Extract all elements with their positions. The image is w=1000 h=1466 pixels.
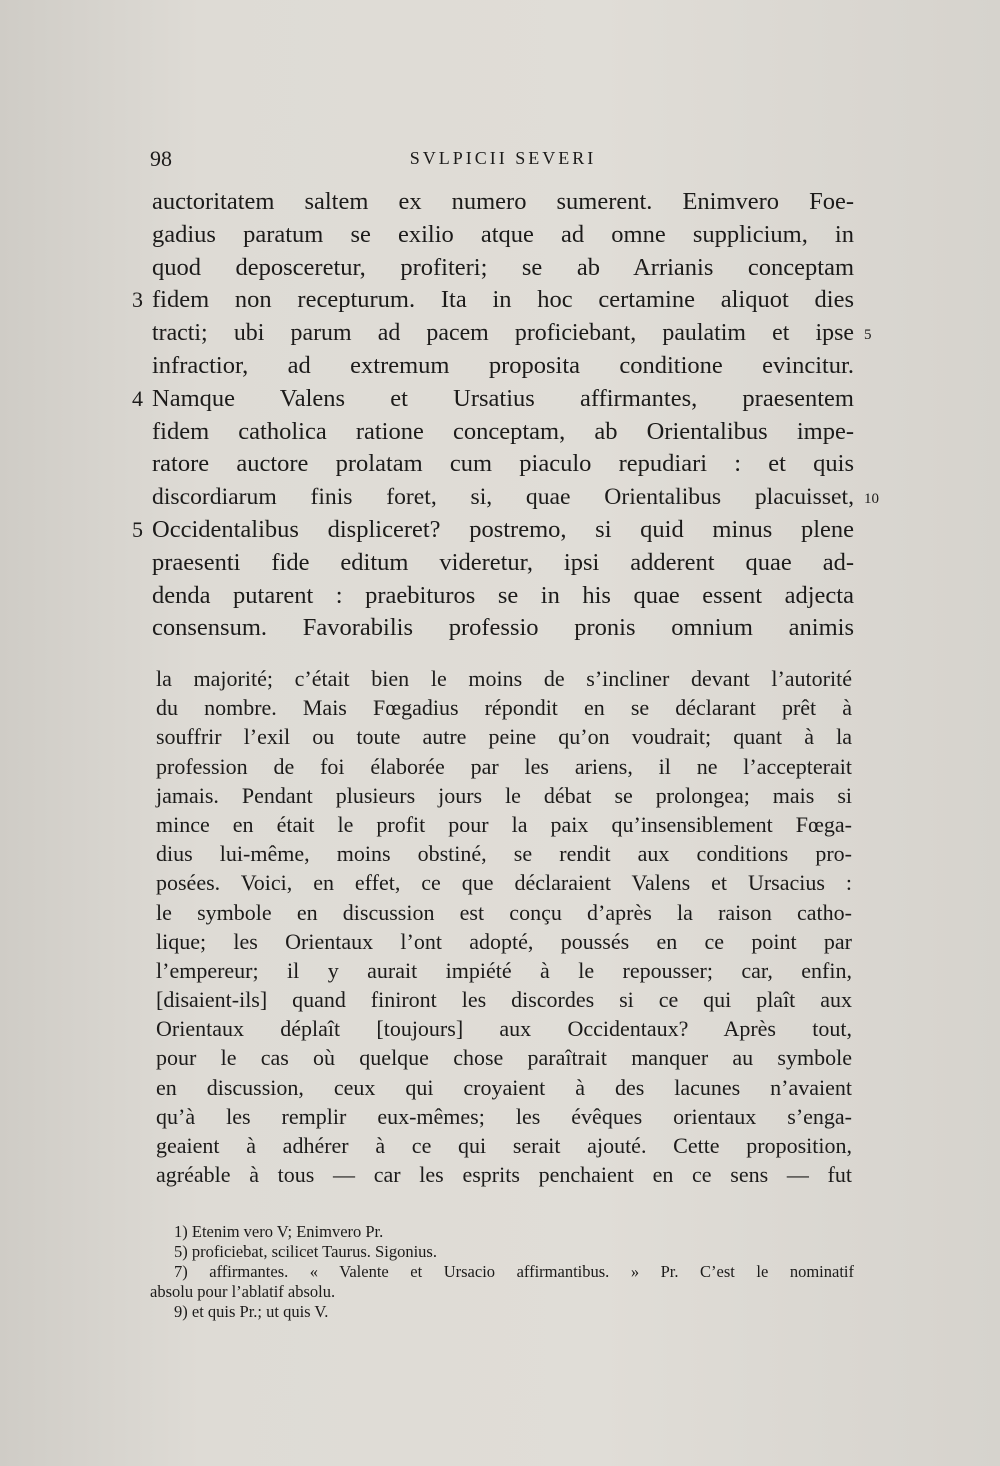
latin-line: praesenti fide editum videretur, ipsi adderent quae ad- [152, 548, 854, 576]
french-line: l’empereur; il y aurait impiété à le repousser; car, enfin, [156, 957, 852, 983]
line-number: 5 [864, 327, 872, 344]
french-line: geaient à adhérer à ce qui serait ajouté. Cette proposition, [156, 1133, 852, 1158]
latin-line: fidem catholica ratione conceptam, ab Orientalibus impe- [152, 417, 854, 445]
french-line: pour le cas où quelque chose paraîtrait manquer au symbole [156, 1045, 852, 1071]
latin-line: auctoritatem saltem ex numero sumerent. Enimvero Foe- [152, 188, 854, 215]
french-line: [disaient-ils] quand finiront les discordes si ce qui plaît aux [156, 987, 852, 1013]
latin-line: gadius paratum se exilio atque ad omne supplicium, in [152, 220, 854, 248]
french-line: agréable à tous — car les esprits penchaient en ce sens — fut [156, 1162, 852, 1188]
running-title: SVLPICII SEVERI [409, 148, 597, 168]
section-number: 3 [132, 287, 143, 313]
section-number: 5 [132, 516, 143, 542]
footnote: 9) et quis Pr.; ut quis V. [174, 1302, 329, 1321]
latin-line: quod deposceretur, profiteri; se ab Arrianis conceptam [152, 253, 854, 281]
french-line: la majorité; c’était bien le moins de s’incliner devant l’autorité [156, 666, 852, 691]
latin-line: 4 Namque Valens et Ursatius affirmantes, praesentem [152, 383, 854, 416]
latin-text-block [132, 186, 879, 645]
footnote: 7) affirmantes. « Valente et Ursacio affirmantibus. » Pr. C’est le nominatif [174, 1262, 854, 1281]
french-line: dius lui-même, moins obstiné, se rendit aux conditions pro- [156, 841, 852, 867]
footnote: 5) proficiebat, scilicet Taurus. Sigonius. [174, 1242, 437, 1261]
latin-line: 5 Occidentalibus displiceret? postremo, si quid minus plene [152, 514, 854, 547]
latin-line: denda putarent : praebituros se in his quae essent adjecta [152, 581, 854, 609]
page-number: 98 [150, 146, 172, 171]
french-line: en discussion, ceux qui croyaient à des lacunes n’avaient [156, 1074, 852, 1100]
french-line: qu’à les remplir eux-mêmes; les évêques orientaux s’enga- [156, 1103, 852, 1129]
french-line: jamais. Pendant plusieurs jours le débat se prolongea; mais si [156, 782, 852, 808]
footnote-continuation: absolu pour l’ablatif absolu. [150, 1282, 336, 1301]
french-line: Orientaux déplaît [toujours] aux Occidentaux? Après tout, [156, 1016, 852, 1042]
section-number: 4 [132, 385, 143, 411]
latin-line: infractior, ad extremum proposita conditione evincitur. [152, 351, 854, 379]
footnote: 1) Etenim vero V; Enimvero Pr. [174, 1222, 384, 1241]
french-translation-block [156, 664, 852, 1189]
latin-line: discordiarum finis foret, si, quae Orientalibus placuisset, 10 [152, 481, 854, 514]
french-line: souffrir l’exil ou toute autre peine qu’on voudrait; quant à la [156, 724, 852, 750]
french-line: mince en était le profit pour la paix qu’insensiblement Fœga- [156, 811, 852, 837]
latin-line: ratore auctore prolatam cum piaculo repudiari : et quis [152, 450, 854, 478]
footnotes [150, 1222, 854, 1322]
french-line: lique; les Orientaux l’ont adopté, poussés en ce point par [156, 928, 852, 954]
french-line: le symbole en discussion est conçu d’après la raison catho- [156, 899, 852, 925]
french-line: du nombre. Mais Fœgadius répondit en se déclarant prêt à [156, 695, 852, 721]
latin-line: 3 fidem non recepturum. Ita in hoc certamine aliquot dies [152, 284, 854, 317]
latin-line: tracti; ubi parum ad pacem proficiebant, paulatim et ipse 5 [152, 317, 854, 350]
page-header [150, 146, 856, 176]
french-line: profession de foi élaborée par les ariens, il ne l’accepterait [156, 753, 852, 779]
french-line: posées. Voici, en effet, ce que déclaraient Valens et Ursacius : [156, 870, 852, 896]
line-number: 10 [864, 491, 879, 508]
latin-line: consensum. Favorabilis professio pronis omnium animis [152, 614, 854, 642]
